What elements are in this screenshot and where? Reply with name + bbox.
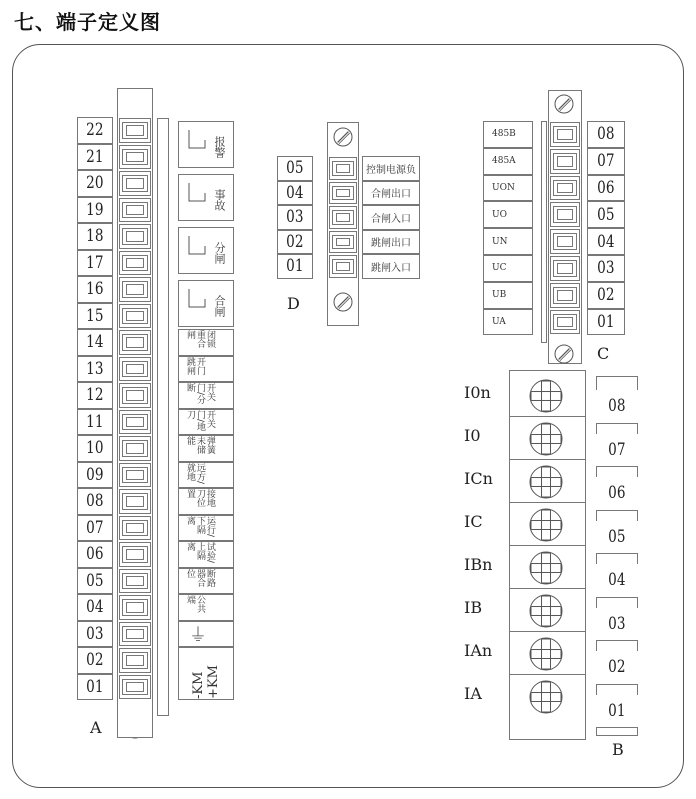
block-a-input-label: 开关门/地刀 [185,409,215,431]
slot-inner [126,284,144,295]
block-a-terminal-slot [119,330,151,355]
block-a-terminal-number [77,647,113,674]
block-a-terminal-number [77,144,113,171]
block-b-screw-icon [529,594,563,628]
block-b-number-text: 05 [608,526,626,547]
ground-icon: ⏚ [189,624,207,646]
block-a-terminal-slot [119,542,151,567]
relay-contact-icon [187,236,207,260]
block-a-number-text: 10 [86,438,104,459]
block-c-terminal-slot [550,256,580,281]
block-c-number-text: 02 [597,285,615,306]
block-a-terminal-slot [119,516,151,541]
block-d-top-screw-icon [333,127,353,147]
block-a-input-label-box [178,515,234,542]
slot-inner [126,576,144,587]
block-a-terminal-slot [119,383,151,408]
slot-inner [557,156,573,167]
block-b-divider [509,674,586,675]
block-d-terminal-slot [329,182,357,205]
block-b-terminal-number [596,651,638,685]
block-d-number-text: 01 [286,256,304,277]
slot-inner [126,205,144,216]
block-a-terminal-number [77,170,113,197]
block-b-divider [509,459,586,460]
slot-inner [557,263,573,274]
block-a-terminal-number [77,541,113,568]
block-c-terminal-slot [550,202,580,227]
block-c-terminal-number [587,255,625,282]
block-a-terminal-slot [119,251,151,276]
block-d-terminal-slot [329,157,357,180]
block-a-terminal-number [77,435,113,462]
block-a-number-text: 18 [86,226,104,247]
block-d-terminal-slot [329,206,357,229]
block-a-number-text: 09 [86,464,104,485]
block-a-input-label: 运行/下隔离 [185,515,215,537]
block-a-terminal-slot [119,648,151,673]
block-b-number-text: 03 [608,613,626,634]
block-a-input-label-box [178,488,234,515]
block-a-terminal-number [77,303,113,330]
block-b-divider [509,416,586,417]
slot-inner [336,238,350,247]
block-a-relay-label: 合闸 [213,295,226,317]
block-b-number-text: 01 [608,700,626,721]
relay-contact-icon [187,130,207,154]
block-c-terminal-number [587,282,625,309]
block-a-terminal-number [77,117,113,144]
block-a-input-label-box [178,541,234,568]
block-b-divider [509,502,586,503]
block-a-number-text: 14 [86,332,104,353]
block-a-number-text: 16 [86,279,104,300]
block-a-terminal-slot [119,489,151,514]
block-c-number-text: 03 [597,258,615,279]
block-a-input-label-box [178,594,234,621]
block-c-terminal-slot [550,122,580,147]
slot-inner [126,682,144,693]
block-c-terminal-number [587,175,625,202]
block-a-terminal-number [77,250,113,277]
block-c-terminal-number [587,121,625,148]
block-d-label: 跳闸入口 [362,254,420,279]
block-b-number-text: 07 [608,439,626,460]
block-a-number-text: 04 [86,597,104,618]
block-a-terminal-slot [119,171,151,196]
block-a-input-label: 试验/上隔离 [185,542,215,564]
block-d-label: 合闸出口 [362,181,420,206]
block-d-label: 跳闸出口 [362,230,420,255]
block-a-number-text: 13 [86,358,104,379]
block-c-terminal-slot [550,310,580,335]
block-a-number-text: 15 [86,305,104,326]
block-a-terminal-number [77,462,113,489]
block-a-relay-label-box [178,280,234,327]
slot-inner [126,417,144,428]
block-b-terminal-number [596,564,638,598]
block-a-terminal-number [77,197,113,224]
block-c-label: 485A [483,148,533,175]
slot-inner [126,152,144,163]
block-a-terminal-number [77,568,113,595]
block-a-number-text: 17 [86,252,104,273]
block-a-letter: A [90,718,102,737]
block-b-terminal-number [596,434,638,468]
block-b-label: I0 [464,426,481,445]
slot-inner [336,213,350,222]
slot-inner [126,231,144,242]
block-a-terminal-number [77,674,113,701]
block-a-input-label: 公共端 [185,595,205,613]
block-a-input-label-box [178,409,234,436]
block-d-terminal-number [277,181,313,206]
slot-inner [126,602,144,613]
block-c-terminal-number [587,309,625,336]
block-d-number-text: 02 [286,231,304,252]
slot-inner [126,629,144,640]
block-a-terminal-slot [119,277,151,302]
block-a-terminal-number [77,223,113,250]
slot-inner [126,337,144,348]
slot-inner [126,655,144,666]
block-a-input-label: 接地刀位置 [185,489,215,507]
slot-inner [126,549,144,560]
slot-inner [336,262,350,271]
block-a-terminal-slot [119,198,151,223]
block-a-terminal-number [77,382,113,409]
block-a-relay-label: 分闸 [213,242,226,264]
block-c-label: UN [483,228,533,255]
block-a-terminal-slot [119,357,151,382]
block-b-screw-icon [529,508,563,542]
block-a-input-label-box [178,462,234,489]
block-d-terminal-slot [329,255,357,278]
block-a-terminal-number [77,488,113,515]
block-d-number-text: 03 [286,207,304,228]
block-d-bottom-screw-icon [333,292,353,312]
block-c-terminal-slot [550,229,580,254]
block-a-number-text: 11 [86,411,104,432]
block-a-input-label: 弹簧未储能 [185,436,215,454]
block-b-letter: B [612,740,624,759]
slot-inner [557,290,573,301]
block-a-terminal-slot [119,622,151,647]
block-a-relay-label: 事故 [213,189,226,211]
block-a-terminal-slot [119,675,151,700]
block-c-terminal-number [587,148,625,175]
slot-inner [557,317,573,328]
block-a-relay-label: 报警 [213,136,226,158]
block-a-number-text: 08 [86,491,104,512]
block-c-number-text: 01 [597,311,615,332]
block-d-terminal-number [277,205,313,230]
block-a-terminal-slot [119,569,151,594]
block-b-terminal-number [596,695,638,729]
block-b-divider [509,588,586,589]
block-a-number-text: 19 [86,199,104,220]
block-b-label: IA [464,684,482,703]
block-b-number-text: 02 [608,657,626,678]
block-b-terminal-number [596,477,638,511]
block-d-terminal-number [277,254,313,279]
block-a-input-label: 开关门/分断 [185,383,215,405]
block-c-top-screw-icon [554,94,574,114]
slot-inner [126,470,144,481]
block-a-input-label: 远方/就地 [185,462,205,484]
block-a-terminal-number [77,356,113,383]
block-a-ground-box [178,621,234,648]
block-b-divider [509,631,586,632]
block-a-relay-label-box [178,121,234,168]
relay-contact-icon [187,183,207,207]
block-c-terminal-slot [550,283,580,308]
slot-inner [126,258,144,269]
block-d-terminal-number [277,156,313,181]
block-d-terminal-slot [329,231,357,254]
block-a-relay-label-box [178,174,234,221]
block-c-label: 485B [483,121,533,148]
block-a-number-text: 01 [86,676,104,697]
block-a-terminal-number [77,621,113,648]
slot-inner [126,125,144,136]
block-c-label: UO [483,201,533,228]
slot-inner [126,443,144,454]
block-a-number-text: 20 [86,173,104,194]
block-b-screw-icon [529,680,563,714]
block-a-terminal-slot [119,410,151,435]
block-a-input-label: 断路器合位 [185,568,215,587]
block-a-input-label-box [178,356,234,383]
block-c-terminal-number [587,228,625,255]
block-d-letter: D [287,294,300,313]
block-d-label: 控制电源负 [362,156,420,181]
block-c-label: UB [483,282,533,309]
block-c-number-text: 07 [597,151,615,172]
slot-inner [126,311,144,322]
block-d-number-text: 05 [286,158,304,179]
block-c-terminal-slot [550,149,580,174]
block-b-screw-icon [529,422,563,456]
block-d-terminal-number [277,230,313,255]
block-a-terminal-slot [119,463,151,488]
block-c-rail [541,121,547,343]
block-c-terminal-slot [550,176,580,201]
block-b-number-text: 08 [608,396,626,417]
slot-inner [126,496,144,507]
block-a-input-label-box [178,568,234,595]
block-a-terminal-slot [119,304,151,329]
page-title: 七、端子定义图 [14,10,161,34]
block-b-number-text: 06 [608,483,626,504]
block-c-terminal-number [587,201,625,228]
block-a-number-text: 06 [86,544,104,565]
block-a-terminal-slot [119,436,151,461]
block-c-bottom-screw-icon [554,344,574,364]
slot-inner [557,129,573,140]
block-b-number-text: 04 [608,570,626,591]
block-a-terminal-number [77,409,113,436]
block-b-screw-icon [529,465,563,499]
block-c-number-text: 05 [597,204,615,225]
block-c-number-text: 06 [597,177,615,198]
block-a-number-text: 07 [86,517,104,538]
block-a-terminal-number [77,594,113,621]
block-d-label: 合闸入口 [362,205,420,230]
block-a-terminal-number [77,329,113,356]
slot-inner [126,390,144,401]
block-b-terminal-number [596,390,638,424]
block-a-terminal-slot [119,595,151,620]
block-d-number-text: 04 [286,182,304,203]
block-c-number-text: 08 [597,124,615,145]
block-b-divider [509,545,586,546]
block-b-label: IB [464,598,483,617]
slot-inner [557,209,573,220]
slot-inner [336,164,350,173]
block-a-input-label: 开门跳闸 [185,356,205,375]
block-a-input-label: 闭锁重合闸 [185,330,215,348]
block-a-rail [157,118,169,716]
block-b-label: IC [464,512,483,531]
block-b-screw-icon [529,551,563,585]
block-a-number-text: 21 [86,146,104,167]
block-a-number-text: 02 [86,650,104,671]
block-a-terminal-slot [119,224,151,249]
slot-inner [336,189,350,198]
slot-inner [557,236,573,247]
block-b-screw-icon [529,637,563,671]
block-c-label: UON [483,175,533,202]
block-b-label: IAn [464,641,493,660]
block-a-terminal-slot [119,118,151,143]
block-a-number-text: 22 [86,120,104,141]
block-a-terminal-slot [119,145,151,170]
block-b-screw-icon [529,379,563,413]
block-a-terminal-number [77,276,113,303]
block-b-label: I0n [464,383,491,402]
block-a-input-label-box [178,435,234,462]
slot-inner [126,178,144,189]
relay-contact-icon [187,289,207,313]
block-a-power-label: -KM +KM [191,665,221,699]
block-b-label: IBn [464,555,493,574]
block-b-terminal-number [596,608,638,642]
block-a-number-text: 03 [86,623,104,644]
block-c-label: UA [483,309,533,336]
block-a-number-text: 12 [86,385,104,406]
block-a-power-box [178,647,234,700]
block-a-input-label-box [178,382,234,409]
block-b-label: ICn [464,469,493,488]
slot-inner [126,364,144,375]
slot-inner [557,183,573,194]
block-c-letter: C [597,344,610,363]
block-a-number-text: 05 [86,570,104,591]
block-a-terminal-number [77,515,113,542]
block-c-number-text: 04 [597,231,615,252]
block-a-relay-label-box [178,227,234,274]
block-b-terminal-number [596,521,638,555]
block-c-label: UC [483,255,533,282]
block-a-input-label-box [178,329,234,356]
slot-inner [126,523,144,534]
